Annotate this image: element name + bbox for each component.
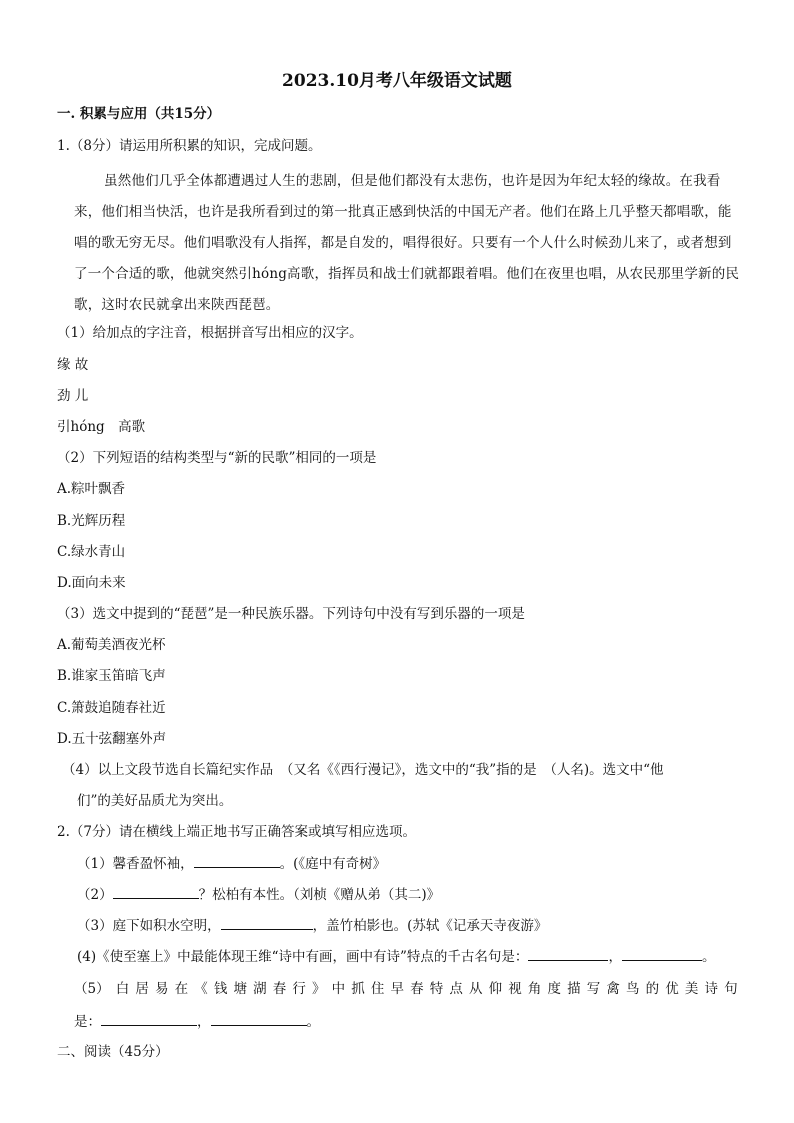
fill-char: 仰 <box>488 981 503 997</box>
fill-char: 句 <box>724 981 738 997</box>
fill-text: (4)《使至塞上》中最能体现王维“诗中有画，画中有诗”特点的千古名句是： <box>77 949 529 965</box>
fill-line-1 <box>77 853 386 874</box>
fill-char: 住 <box>370 981 385 997</box>
fill-text: ， <box>197 1014 211 1030</box>
fill-char: 点 <box>449 981 463 997</box>
fill-char: 视 <box>508 981 522 997</box>
fill-char: 《 <box>194 981 208 997</box>
fill-char: 鸟 <box>625 981 640 997</box>
section-heading-2: 二、阅读（45分） <box>57 1044 169 1060</box>
answer-blank[interactable] <box>101 1011 197 1026</box>
fill-char: 美 <box>684 981 699 997</box>
fill-char: 在 <box>174 981 189 997</box>
word-item: 引hóng 高歌 <box>57 419 146 435</box>
fill-char: 抓 <box>351 981 365 997</box>
fill-char: 易 <box>154 981 169 997</box>
fill-line-4 <box>77 946 715 967</box>
fill-text: 是： <box>74 1014 101 1030</box>
fill-line-5-cont <box>74 1011 320 1032</box>
fill-text: 。 <box>306 1014 320 1030</box>
option-c: C.绿水青山 <box>57 544 126 560</box>
fill-char: 早 <box>390 981 404 997</box>
fill-char: 描 <box>567 981 581 997</box>
sub-question-2: （2）下列短语的结构类型与“新的民歌”相同的一项是 <box>57 450 377 466</box>
fill-char: 钱 <box>213 981 228 997</box>
fill-char: 春 <box>410 981 424 997</box>
fill-char: 的 <box>645 981 660 997</box>
option-b: B.谁家玉笛暗飞声 <box>57 668 166 684</box>
fill-char: 居 <box>135 981 149 997</box>
section-heading-1: 一. 积累与应用（共15分） <box>57 106 221 122</box>
reading-passage: 虽然他们几乎全体都遭遇过人生的悲剧，但是他们都没有太悲伤，也许是因为年纪太轻的缘故。在我看来，他们相当快活，也许是我所看到过的第一批真正感到快活的中国无产者。他们在路上几乎整天都唱歌，能唱的歌无穷无尽。他们唱歌没有人指挥，都是自发的，唱得很好。只要有一个人什么时候劲儿来了，或者想到了一个合适的歌，他就突然引hóng高歌，指挥员和战士们就都跟着唱。他们在夜里也唱，从农民那里学新的民歌，这时农民就拿出来陕西琵琶。 <box>74 173 740 313</box>
fill-char: （5） <box>74 981 110 997</box>
answer-blank[interactable] <box>113 884 199 899</box>
word-item: 缘 故 <box>57 357 89 373</box>
fill-char: 从 <box>468 981 483 997</box>
fill-char: 禽 <box>606 981 620 997</box>
fill-char: 角 <box>527 981 542 997</box>
question-2-stem: 2.（7分）请在横线上端正地书写正确答案或填写相应选项。 <box>57 824 416 840</box>
answer-blank[interactable] <box>211 1011 307 1026</box>
fill-line-3 <box>77 915 547 936</box>
sub-question-1: （1）给加点的字注音，根据拼音写出相应的汉字。 <box>57 325 363 341</box>
option-d: D.面向未来 <box>57 575 126 591</box>
option-a: A.粽叶飘香 <box>57 481 126 497</box>
fill-text: ，盖竹柏影也。(苏轼《记承天寺夜游》 <box>312 918 548 934</box>
answer-blank[interactable] <box>622 946 702 961</box>
sub-question-4-cont: 们”的美好品质尤为突出。 <box>77 793 233 809</box>
fill-char: 优 <box>665 981 679 997</box>
page-title: 2023.10月考八年级语文试题 <box>282 71 512 91</box>
option-b: B.光辉历程 <box>57 513 126 529</box>
fill-char: 度 <box>547 981 561 997</box>
sub-question-4: （4）以上文段节选自长篇纪实作品 （又名《《西行漫记》，选文中的“我”指的是 （人名)。选文中“他 <box>62 762 664 778</box>
option-a: A.葡萄美酒夜光杯 <box>57 637 166 653</box>
fill-text: （2） <box>77 887 113 903</box>
fill-text: ， <box>608 949 622 965</box>
fill-text: 。 <box>701 949 716 965</box>
fill-text: ？松柏有本性。（刘桢《赠从弟（其二)》 <box>198 887 441 903</box>
fill-char: 行 <box>292 981 306 997</box>
fill-text: 。(《庭中有奇树》 <box>279 856 387 872</box>
answer-blank[interactable] <box>194 853 280 868</box>
fill-line-5 <box>74 979 738 999</box>
fill-text: （1）馨香盈怀袖， <box>77 856 194 872</box>
fill-char: 写 <box>586 981 601 997</box>
fill-char: 春 <box>272 981 287 997</box>
question-1-stem: 1.（8分）请运用所积累的知识，完成问题。 <box>57 138 322 154</box>
answer-blank[interactable] <box>528 946 608 961</box>
fill-char: 诗 <box>704 981 718 997</box>
answer-blank[interactable] <box>221 915 313 930</box>
fill-char: 特 <box>429 981 444 997</box>
fill-char: 塘 <box>233 981 247 997</box>
fill-text: （3）庭下如积水空明， <box>77 918 221 934</box>
option-c: C.箫鼓追随春社近 <box>57 700 166 716</box>
option-d: D.五十弦翻塞外声 <box>57 731 167 747</box>
fill-char: 》 <box>311 981 326 997</box>
word-item: 劲 儿 <box>57 388 89 404</box>
fill-char: 白 <box>115 981 130 997</box>
sub-question-3: （3）选文中提到的“琵琶”是一种民族乐器。下列诗句中没有写到乐器的一项是 <box>57 606 525 622</box>
fill-char: 湖 <box>253 981 267 997</box>
fill-line-2 <box>77 884 440 905</box>
fill-char: 中 <box>331 981 346 997</box>
